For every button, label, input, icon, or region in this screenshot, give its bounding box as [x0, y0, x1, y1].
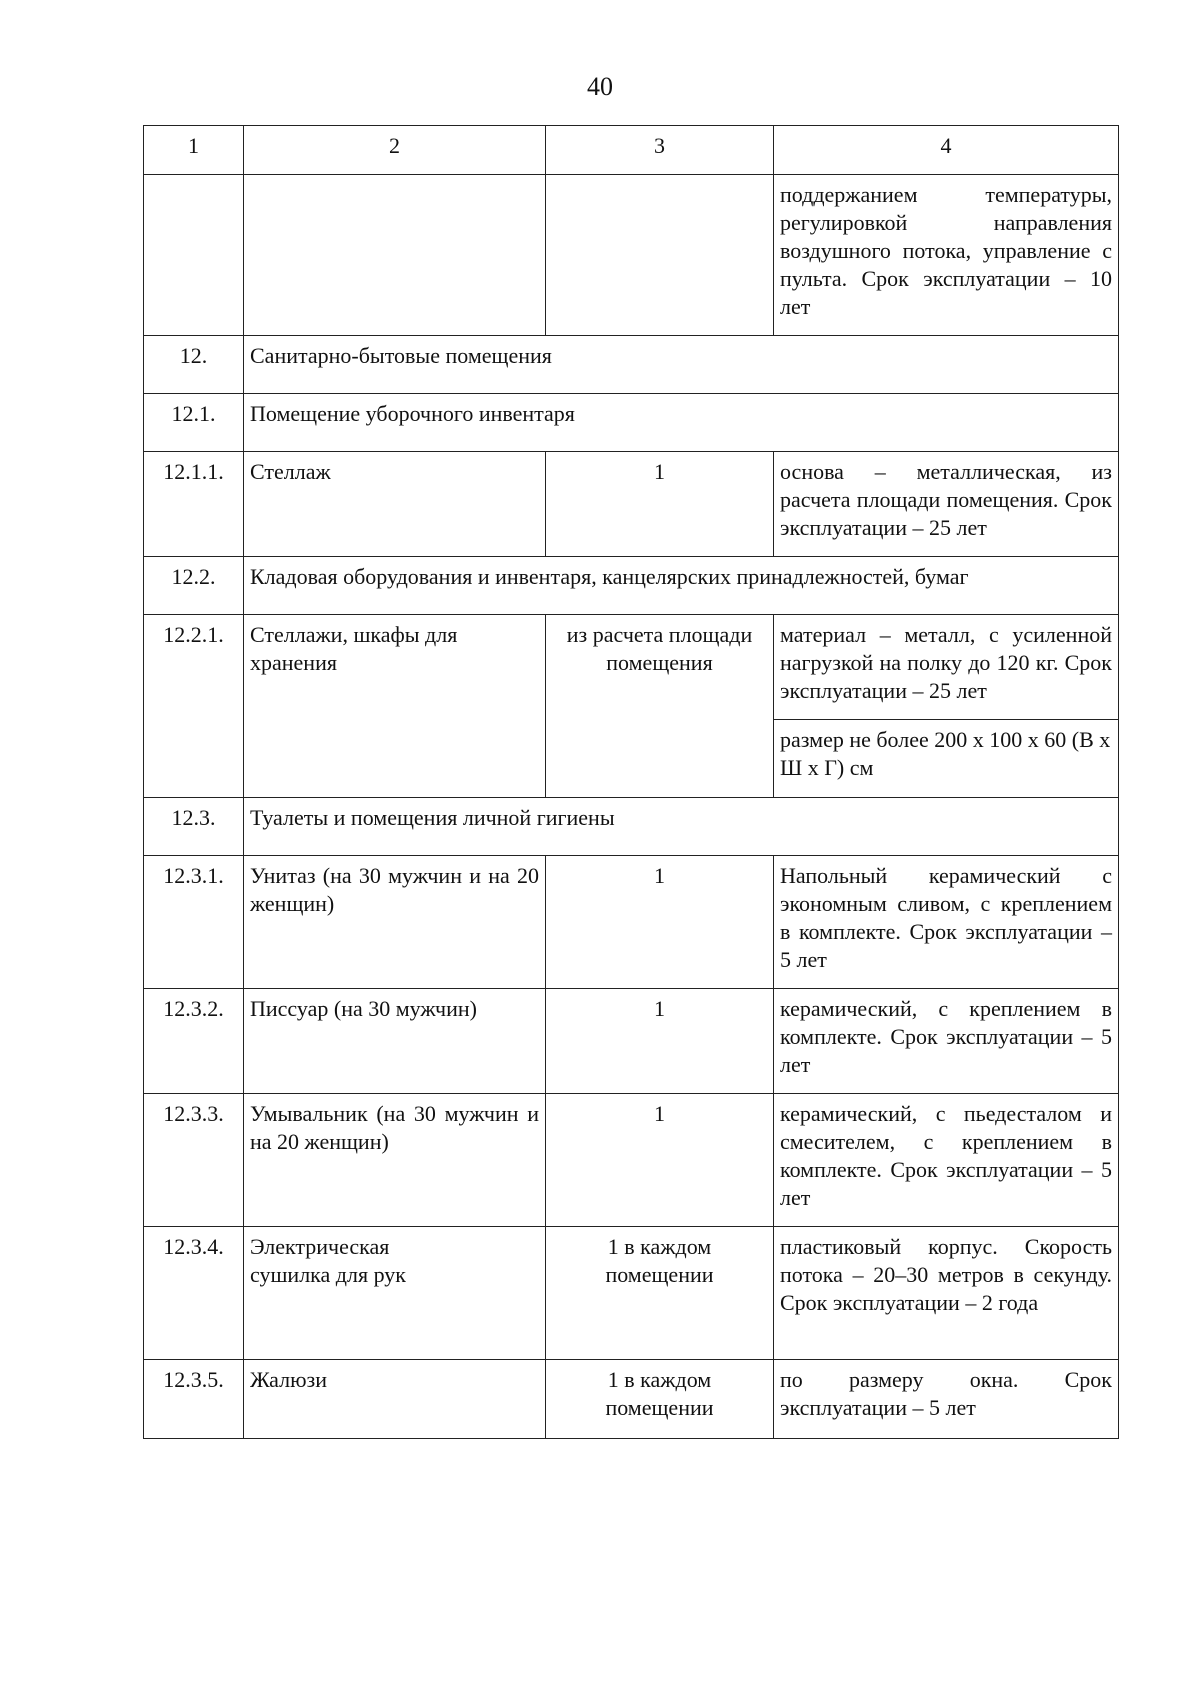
item-name-cell: Унитаз (на 30 мужчин и на 20 женщин): [244, 856, 546, 989]
item-qty-cell: 1: [546, 452, 774, 557]
row-number-cell: 12.3.5.: [144, 1360, 244, 1439]
row-number-cell: 12.3.: [144, 798, 244, 856]
item-name-cell: Жалюзи: [244, 1360, 546, 1439]
item-description-cell: по размеру окна. Срок эксплуатации – 5 лет: [774, 1360, 1119, 1439]
section-title: Помещение уборочного инвентаря: [244, 394, 1119, 452]
row-number-cell: 12.: [144, 336, 244, 394]
table-row-12-3-4: [144, 1227, 1119, 1360]
item-description-cell: материал – металл, с усиленной нагрузкой на полку до 120 кг. Срок эксплуатации – 25 лет: [774, 615, 1119, 720]
item-name-cell: Писсуар (на 30 мужчин): [244, 989, 546, 1094]
section-title: Туалеты и помещения личной гигиены: [244, 798, 1119, 856]
row-number-cell: 12.2.: [144, 557, 244, 615]
row-number-cell: 12.3.3.: [144, 1094, 244, 1227]
section-title: Санитарно-бытовые помещения: [244, 336, 1119, 394]
item-description-cell: основа – металлическая, из расчета площади помещения. Срок эксплуатации – 25 лет: [774, 452, 1119, 557]
item-qty-cell: из расчета площади помещения: [546, 615, 774, 798]
row-number-cell: 12.1.1.: [144, 452, 244, 557]
section-row-12-3: [144, 798, 1119, 856]
item-description-cell: керамический, с пьедесталом и смесителем, с креплением в комплекте. Срок эксплуатации – 5 лет: [774, 1094, 1119, 1227]
table-row-12-3-2: [144, 989, 1119, 1094]
column-header-1: 1: [144, 126, 244, 175]
item-name-cell: Стеллаж: [244, 452, 546, 557]
section-row-12-2: [144, 557, 1119, 615]
item-description-cell: размер не более 200 х 100 х 60 (В х Ш х Г) см: [774, 720, 1119, 798]
table-row-12-2-1: [144, 615, 1119, 720]
table-row-continuation: [144, 175, 1119, 336]
item-name-cell: Стеллажи, шкафы для хранения: [244, 615, 546, 798]
section-row-12: [144, 336, 1119, 394]
column-header-4: 4: [774, 126, 1119, 175]
section-title: Кладовая оборудования и инвентаря, канцелярских принадлежностей, бумаг: [244, 557, 1119, 615]
row-number-cell: 12.3.2.: [144, 989, 244, 1094]
item-qty-cell: [546, 175, 774, 336]
item-description-cell: керамический, с креплением в комплекте. Срок эксплуатации – 5 лет: [774, 989, 1119, 1094]
row-number-cell: 12.2.1.: [144, 615, 244, 798]
page-number: 40: [587, 72, 613, 101]
column-header-3: 3: [546, 126, 774, 175]
item-qty-cell: 1: [546, 856, 774, 989]
row-number-cell: 12.1.: [144, 394, 244, 452]
item-name-cell: Умывальник (на 30 мужчин и на 20 женщин): [244, 1094, 546, 1227]
item-name-cell: Электрическая сушилка для рук: [244, 1227, 546, 1360]
item-description-cell: поддержанием температуры, регулировкой направления воздушного потока, управление с пульта. Срок эксплуатации – 10 лет: [774, 175, 1119, 336]
item-qty-cell: 1: [546, 1094, 774, 1227]
row-number-cell: 12.3.1.: [144, 856, 244, 989]
item-name-cell: [244, 175, 546, 336]
item-description-cell: пластиковый корпус. Скорость потока – 20–30 метров в секунду. Срок эксплуатации – 2 года: [774, 1227, 1119, 1360]
section-row-12-1: [144, 394, 1119, 452]
table-header-row: [144, 126, 1119, 175]
item-qty-cell: 1: [546, 989, 774, 1094]
item-qty-cell: 1 в каждом помещении: [546, 1227, 774, 1360]
item-qty-cell: 1 в каждом помещении: [546, 1360, 774, 1439]
column-header-2: 2: [244, 126, 546, 175]
item-description-cell: Напольный керамический с экономным сливом, с креплением в комплекте. Срок эксплуатации – 5 лет: [774, 856, 1119, 989]
table-row-12-3-3: [144, 1094, 1119, 1227]
row-number-cell: [144, 175, 244, 336]
table-row-12-3-5: [144, 1360, 1119, 1439]
row-number-cell: 12.3.4.: [144, 1227, 244, 1360]
table-row-12-3-1: [144, 856, 1119, 989]
equipment-table: [143, 125, 1119, 1439]
table-row-12-1-1: [144, 452, 1119, 557]
